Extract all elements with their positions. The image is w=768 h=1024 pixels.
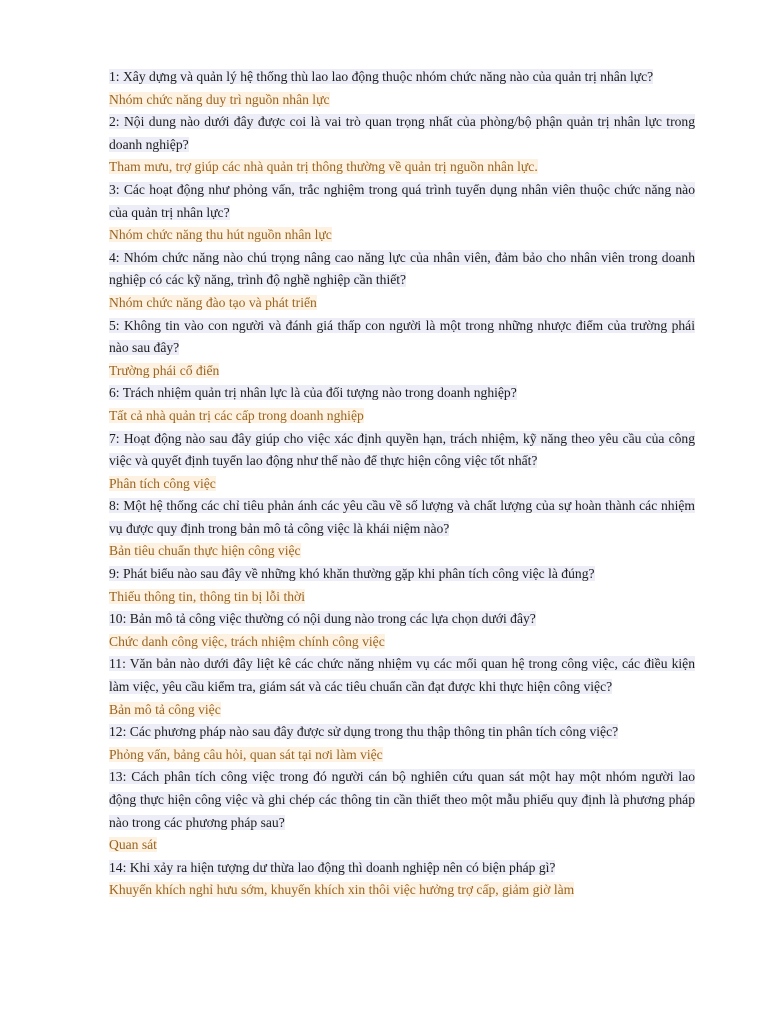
qa-item — [109, 315, 695, 383]
answer-text: Quan sát — [109, 837, 157, 853]
answer-text: Khuyến khích nghỉ hưu sớm, khuyến khích xin thôi việc hưởng trợ cấp, giảm giờ làm — [109, 882, 575, 898]
answer-text: Nhóm chức năng đào tạo và phát triển — [109, 294, 317, 310]
question-text: 8: Một hệ thống các chỉ tiêu phản ánh các yêu cầu về số lượng và chất lượng của sự hoàn thành các nhiệm vụ được quy định trong bản mô tả công việc là khái niệm nào? — [109, 498, 695, 536]
qa-item — [109, 721, 695, 766]
answer-text: Chức danh công việc, trách nhiệm chính công việc — [109, 633, 385, 649]
question-text: 5: Không tin vào con người và đánh giá thấp con người là một trong những nhược điểm của trường phái nào sau đây? — [109, 317, 695, 356]
qa-item — [109, 66, 695, 111]
answer-text: Phỏng vấn, bảng câu hỏi, quan sát tại nơi làm việc — [109, 746, 383, 762]
qa-item — [109, 111, 695, 179]
question-text: 12: Các phương pháp nào sau đây được sử dụng trong thu thập thông tin phân tích công việc? — [109, 724, 619, 740]
question-text: 6: Trách nhiệm quản trị nhân lực là của đối tượng nào trong doanh nghiệp? — [109, 385, 517, 401]
answer-text: Bản tiêu chuẩn thực hiện công việc — [109, 543, 301, 559]
answer-text: Nhóm chức năng thu hút nguồn nhân lực — [109, 227, 332, 243]
answer-text: Nhóm chức năng duy trì nguồn nhân lực — [109, 91, 330, 107]
qa-item — [109, 608, 695, 653]
question-text: 9: Phát biểu nào sau đây về những khó khăn thường gặp khi phân tích công việc là đúng? — [109, 566, 595, 582]
question-text: 3: Các hoạt động như phỏng vấn, trắc nghiệm trong quá trình tuyển dụng nhân viên thuộc chức năng nào của quản trị nhân lực? — [109, 181, 695, 220]
qa-item — [109, 382, 695, 427]
question-text: 1: Xây dựng và quản lý hệ thống thù lao lao động thuộc nhóm chức năng nào của quản trị nhân lực? — [109, 69, 654, 84]
question-text: 13: Cách phân tích công việc trong đó người cán bộ nghiên cứu quan sát một hay một nhóm người lao động thực hiện công việc và ghi chép các thông tin cần thiết theo một mẫu phiếu quy định là phương pháp nào trong các phương pháp sau? — [109, 769, 695, 830]
question-text: 4: Nhóm chức năng nào chú trọng nâng cao năng lực của nhân viên, đảm bảo cho nhân viên trong doanh nghiệp có các kỹ năng, trình độ nghề nghiệp cần thiết? — [109, 249, 695, 288]
question-text: 11: Văn bản nào dưới đây liệt kê các chức năng nhiệm vụ các mối quan hệ trong công việc, các điều kiện làm việc, yêu cầu kiểm tra, giám sát và các tiêu chuẩn cần đạt được khi thực hiện công việc? — [109, 656, 695, 695]
qa-item — [109, 857, 695, 902]
qa-item — [109, 766, 695, 856]
question-text: 2: Nội dung nào dưới đây được coi là vai trò quan trọng nhất của phòng/bộ phận quản trị nhân lực trong doanh nghiệp? — [109, 114, 695, 152]
answer-text: Tất cả nhà quản trị các cấp trong doanh nghiệp — [109, 407, 364, 423]
answer-text: Tham mưu, trợ giúp các nhà quản trị thông thường về quản trị nguồn nhân lực. — [109, 159, 538, 175]
qa-item — [109, 247, 695, 315]
question-text: 7: Hoạt động nào sau đây giúp cho việc xác định quyền hạn, trách nhiệm, kỹ năng theo yêu cầu của công việc và quyết định tuyển lao động như thế nào để thực hiện công việc tốt nhất? — [109, 430, 695, 469]
answer-text: Thiếu thông tin, thông tin bị lỗi thời — [109, 588, 305, 604]
question-text: 14: Khi xảy ra hiện tượng dư thừa lao động thì doanh nghiệp nên có biện pháp gì? — [109, 859, 556, 875]
document-page — [109, 66, 695, 902]
qa-item — [109, 653, 695, 721]
answer-text: Phân tích công việc — [109, 475, 216, 491]
qa-item — [109, 563, 695, 608]
question-text: 10: Bản mô tả công việc thường có nội dung nào trong các lựa chọn dưới đây? — [109, 611, 536, 627]
qa-item — [109, 179, 695, 247]
qa-item — [109, 495, 695, 563]
answer-text: Trường phái cổ điển — [109, 362, 220, 378]
answer-text: Bản mô tả công việc — [109, 701, 221, 717]
qa-item — [109, 428, 695, 496]
